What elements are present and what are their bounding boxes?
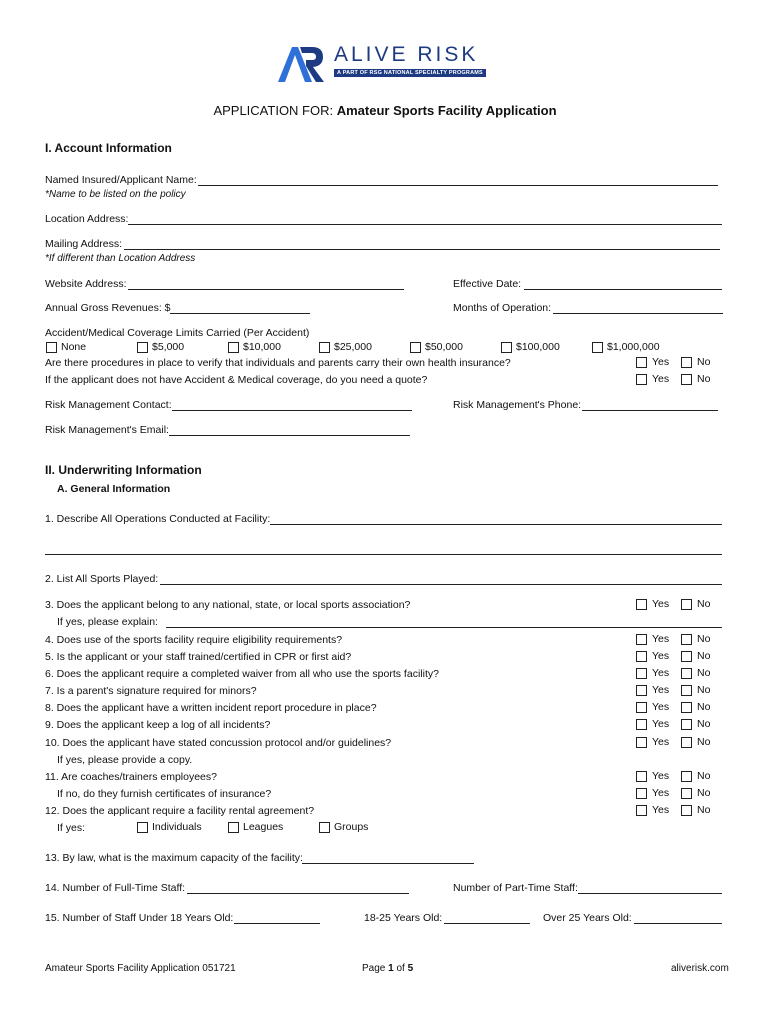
title-prefix: APPLICATION FOR: (213, 103, 337, 118)
general-information-subheading: A. General Information (57, 483, 171, 495)
q14-label: 14. Number of Full-Time Staff: (45, 882, 186, 894)
q11-yes-checkbox[interactable] (636, 771, 647, 782)
q10-no-label: No (697, 736, 711, 748)
q11-yes-label: Yes (652, 770, 670, 782)
rm-contact-field[interactable] (172, 410, 412, 411)
q3-explain-label: If yes, please explain: (57, 616, 158, 628)
section-underwriting-heading: II. Underwriting Information (45, 463, 202, 477)
limit-10000-checkbox[interactable] (228, 342, 239, 353)
rental-groups-label: Groups (334, 821, 369, 833)
q2-label: 2. List All Sports Played: (45, 573, 159, 585)
named-insured-label: Named Insured/Applicant Name: (45, 174, 197, 186)
q12-label: 12. Does the applicant require a facility rental agreement? (45, 805, 315, 817)
months-field[interactable] (553, 313, 723, 314)
quote-no-label: No (697, 373, 711, 385)
limit-1000000-label: $1,000,000 (607, 341, 660, 353)
q10-label: 10. Does the applicant have stated concussion protocol and/or guidelines? (45, 737, 392, 749)
page-of: of (393, 963, 408, 974)
logo-mark-icon (276, 44, 328, 84)
quote-question: If the applicant does not have Accident & Medical coverage, do you need a quote? (45, 374, 428, 386)
q11-sub-label: If no, do they furnish certificates of insurance? (57, 788, 272, 800)
mailing-address-note: *If different than Location Address (45, 253, 196, 264)
limit-10000-label: $10,000 (243, 341, 281, 353)
named-insured-field[interactable] (198, 185, 718, 186)
q11-no-checkbox[interactable] (681, 771, 692, 782)
limit-50000-label: $50,000 (425, 341, 463, 353)
q11-sub-no-label: No (697, 787, 711, 799)
q14-part-label: Number of Part-Time Staff: (453, 882, 578, 894)
q15-mid-label: 18-25 Years Old: (364, 912, 443, 924)
q7-yes-label: Yes (652, 684, 670, 696)
limit-none-checkbox[interactable] (46, 342, 57, 353)
page-current: 1 (388, 963, 394, 974)
limit-100000-label: $100,000 (516, 341, 560, 353)
section-account-heading: I. Account Information (45, 141, 172, 155)
q13-field[interactable] (302, 863, 474, 864)
q15-mid-field[interactable] (444, 923, 530, 924)
q3-label: 3. Does the applicant belong to any national, state, or local sports association? (45, 599, 411, 611)
logo-brand-text: ALIVE RISK (334, 43, 479, 66)
q1-field[interactable] (270, 524, 722, 525)
q4-label: 4. Does use of the sports facility require eligibility requirements? (45, 634, 343, 646)
q3-explain-field[interactable] (166, 627, 722, 628)
q15-over-field[interactable] (634, 923, 722, 924)
q5-yes-checkbox[interactable] (636, 651, 647, 662)
q3-no-checkbox[interactable] (681, 599, 692, 610)
months-label: Months of Operation: (453, 302, 552, 314)
limit-50000-checkbox[interactable] (410, 342, 421, 353)
health-yes-checkbox[interactable] (636, 357, 647, 368)
q11-sub-yes-label: Yes (652, 787, 670, 799)
q15-field[interactable] (234, 923, 320, 924)
q13-label: 13. By law, what is the maximum capacity of the facility: (45, 852, 303, 864)
q4-no-checkbox[interactable] (681, 634, 692, 645)
footer-website: aliverisk.com (671, 963, 729, 974)
mailing-address-label: Mailing Address: (45, 238, 123, 250)
q7-no-label: No (697, 684, 711, 696)
q1-field-line-2[interactable] (45, 554, 722, 555)
location-address-field[interactable] (128, 224, 722, 225)
q11-sub-yes-checkbox[interactable] (636, 788, 647, 799)
q8-yes-label: Yes (652, 701, 670, 713)
limit-100000-checkbox[interactable] (501, 342, 512, 353)
website-label: Website Address: (45, 278, 127, 290)
q6-no-checkbox[interactable] (681, 668, 692, 679)
q11-no-label: No (697, 770, 711, 782)
q10-note: If yes, please provide a copy. (57, 754, 193, 766)
q3-yes-label: Yes (652, 598, 670, 610)
q8-no-label: No (697, 701, 711, 713)
q9-yes-checkbox[interactable] (636, 719, 647, 730)
revenues-label: Annual Gross Revenues: $ (45, 302, 171, 314)
q6-yes-checkbox[interactable] (636, 668, 647, 679)
title-main: Amateur Sports Facility Application (336, 103, 557, 118)
q10-no-checkbox[interactable] (681, 737, 692, 748)
rental-leagues-checkbox[interactable] (228, 822, 239, 833)
q5-no-checkbox[interactable] (681, 651, 692, 662)
limit-5000-checkbox[interactable] (137, 342, 148, 353)
limit-1000000-checkbox[interactable] (592, 342, 603, 353)
q5-no-label: No (697, 650, 711, 662)
rental-individuals-checkbox[interactable] (137, 822, 148, 833)
q12-ifyes-label: If yes: (57, 822, 86, 834)
coverage-label: Accident/Medical Coverage Limits Carried (Per Accident) (45, 327, 310, 339)
q3-yes-checkbox[interactable] (636, 599, 647, 610)
rm-email-field[interactable] (169, 435, 410, 436)
rental-leagues-label: Leagues (243, 821, 284, 833)
effective-date-field[interactable] (524, 289, 722, 290)
q9-no-checkbox[interactable] (681, 719, 692, 730)
health-no-label: No (697, 356, 711, 368)
website-field[interactable] (128, 289, 404, 290)
q7-yes-checkbox[interactable] (636, 685, 647, 696)
q8-yes-checkbox[interactable] (636, 702, 647, 713)
footer-form-id: Amateur Sports Facility Application 051721 (45, 963, 236, 974)
page-total: 5 (407, 963, 414, 974)
q12-no-label: No (697, 804, 711, 816)
health-no-checkbox[interactable] (681, 357, 692, 368)
q9-no-label: No (697, 718, 711, 730)
limit-5000-label: $5,000 (152, 341, 185, 353)
quote-yes-checkbox[interactable] (636, 374, 647, 385)
revenues-field[interactable] (170, 313, 310, 314)
q10-yes-checkbox[interactable] (636, 737, 647, 748)
q12-yes-label: Yes (652, 804, 670, 816)
health-yes-label: Yes (652, 356, 670, 368)
q15-over-label: Over 25 Years Old: (543, 912, 632, 924)
q11-sub-no-checkbox[interactable] (681, 788, 692, 799)
rm-phone-field[interactable] (582, 410, 718, 411)
q14-field[interactable] (187, 893, 409, 894)
quote-no-checkbox[interactable] (681, 374, 692, 385)
q1-label: 1. Describe All Operations Conducted at Facility: (45, 513, 271, 525)
q12-no-checkbox[interactable] (681, 805, 692, 816)
named-insured-note: *Name to be listed on the policy (45, 189, 186, 200)
logo-tagline: A PART OF RSG NATIONAL SPECIALTY PROGRAMS (334, 69, 486, 77)
q14-part-field[interactable] (578, 893, 722, 894)
q5-yes-label: Yes (652, 650, 670, 662)
page-prefix: Page (362, 963, 389, 974)
q8-label: 8. Does the applicant have a written incident report procedure in place? (45, 702, 377, 714)
q2-field[interactable] (160, 584, 722, 585)
limit-25000-checkbox[interactable] (319, 342, 330, 353)
effective-date-label: Effective Date: (453, 278, 522, 290)
q12-yes-checkbox[interactable] (636, 805, 647, 816)
q9-yes-label: Yes (652, 718, 670, 730)
footer-page-number (362, 963, 413, 974)
q7-label: 7. Is a parent's signature required for minors? (45, 685, 257, 697)
q4-yes-label: Yes (652, 633, 670, 645)
q6-yes-label: Yes (652, 667, 670, 679)
page-title (0, 103, 770, 118)
rm-phone-label: Risk Management's Phone: (453, 399, 582, 411)
q11-label: 11. Are coaches/trainers employees? (45, 771, 217, 783)
rm-email-label: Risk Management's Email: (45, 424, 169, 436)
q4-yes-checkbox[interactable] (636, 634, 647, 645)
q4-no-label: No (697, 633, 711, 645)
limit-none-label: None (61, 341, 87, 353)
company-logo (276, 44, 506, 84)
q10-yes-label: Yes (652, 736, 670, 748)
health-insurance-question: Are there procedures in place to verify that individuals and parents carry their own health insurance? (45, 357, 511, 369)
q6-label: 6. Does the applicant require a completed waiver from all who use the sports facility? (45, 668, 439, 680)
limit-25000-label: $25,000 (334, 341, 372, 353)
q8-no-checkbox[interactable] (681, 702, 692, 713)
q9-label: 9. Does the applicant keep a log of all incidents? (45, 719, 271, 731)
q3-no-label: No (697, 598, 711, 610)
q5-label: 5. Is the applicant or your staff trained/certified in CPR or first aid? (45, 651, 352, 663)
rm-contact-label: Risk Management Contact: (45, 399, 172, 411)
mailing-address-field[interactable] (124, 249, 720, 250)
location-address-label: Location Address: (45, 213, 129, 225)
quote-yes-label: Yes (652, 373, 670, 385)
rental-groups-checkbox[interactable] (319, 822, 330, 833)
q7-no-checkbox[interactable] (681, 685, 692, 696)
q6-no-label: No (697, 667, 711, 679)
rental-individuals-label: Individuals (152, 821, 202, 833)
q15-label: 15. Number of Staff Under 18 Years Old: (45, 912, 234, 924)
